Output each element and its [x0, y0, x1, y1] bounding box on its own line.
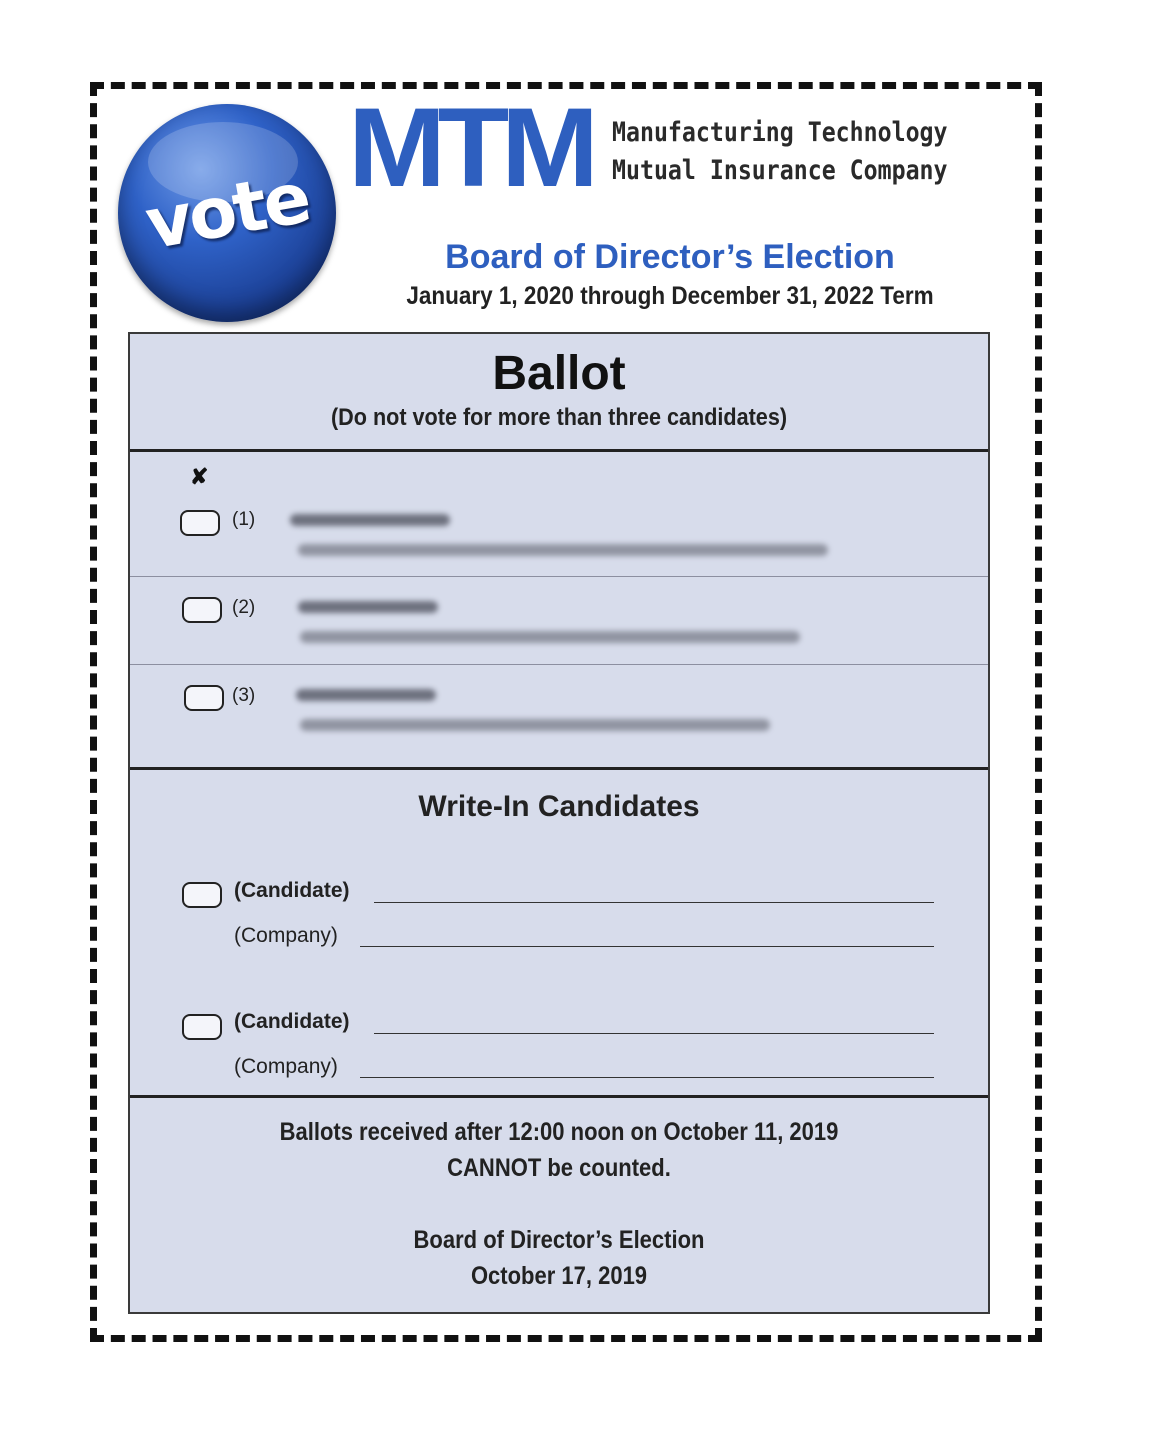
write-in-company-label: (Company)	[234, 1055, 338, 1078]
company-name-line1: Manufacturing Technology	[612, 117, 948, 148]
write-in-candidate-line[interactable]	[374, 902, 934, 903]
candidate-row	[130, 577, 988, 665]
mtm-logo: MTM	[348, 85, 591, 210]
candidate-number: (3)	[232, 685, 256, 706]
ballot-header	[130, 334, 988, 452]
redacted-candidate-name	[298, 601, 438, 613]
ballot-title: Ballot	[492, 347, 626, 400]
election-term: January 1, 2020 through December 31, 2022 Term	[406, 282, 934, 310]
write-in-company-line[interactable]	[360, 946, 934, 947]
section-divider	[130, 1095, 988, 1098]
write-in-candidate-line[interactable]	[374, 1033, 934, 1034]
write-in-checkbox[interactable]	[182, 1014, 222, 1040]
ballot-panel	[128, 332, 990, 1314]
vote-badge-text: vote	[139, 156, 315, 266]
deadline-line2: CANNOT be counted.	[447, 1154, 671, 1182]
candidate-row	[130, 452, 988, 577]
deadline-notice	[181, 1114, 936, 1186]
write-in-company-line[interactable]	[360, 1077, 934, 1078]
section-divider	[130, 767, 988, 770]
deadline-line1: Ballots received after 12:00 noon on October 11, 2019	[279, 1118, 839, 1146]
example-x-mark: ✘	[190, 464, 209, 489]
redacted-candidate-company	[300, 719, 770, 731]
company-name	[612, 114, 948, 190]
footer-election-date: October 17, 2019	[470, 1262, 648, 1290]
candidate-checkbox[interactable]	[180, 510, 220, 536]
candidate-checkbox[interactable]	[182, 597, 222, 623]
candidate-row	[130, 665, 988, 767]
write-in-candidate-label: (Candidate)	[234, 1010, 350, 1033]
write-in-candidate-label: (Candidate)	[234, 879, 350, 902]
write-in-checkbox[interactable]	[182, 882, 222, 908]
ballot-instructions: (Do not vote for more than three candidates)	[330, 404, 788, 431]
company-name-line2: Mutual Insurance Company	[612, 155, 948, 186]
write-in-company-label: (Company)	[234, 924, 338, 947]
redacted-candidate-name	[296, 689, 436, 701]
vote-badge-logo	[118, 104, 336, 322]
candidate-number: (1)	[232, 509, 256, 530]
redacted-candidate-company	[300, 631, 800, 643]
footer-election-title: Board of Director’s Election	[413, 1226, 705, 1254]
redacted-candidate-name	[290, 514, 450, 526]
candidate-checkbox[interactable]	[184, 685, 224, 711]
write-in-title: Write-In Candidates	[418, 790, 700, 823]
election-title: Board of Director’s Election	[445, 238, 895, 276]
candidate-number: (2)	[232, 597, 256, 618]
footer-election	[181, 1222, 936, 1294]
redacted-candidate-company	[298, 544, 828, 556]
